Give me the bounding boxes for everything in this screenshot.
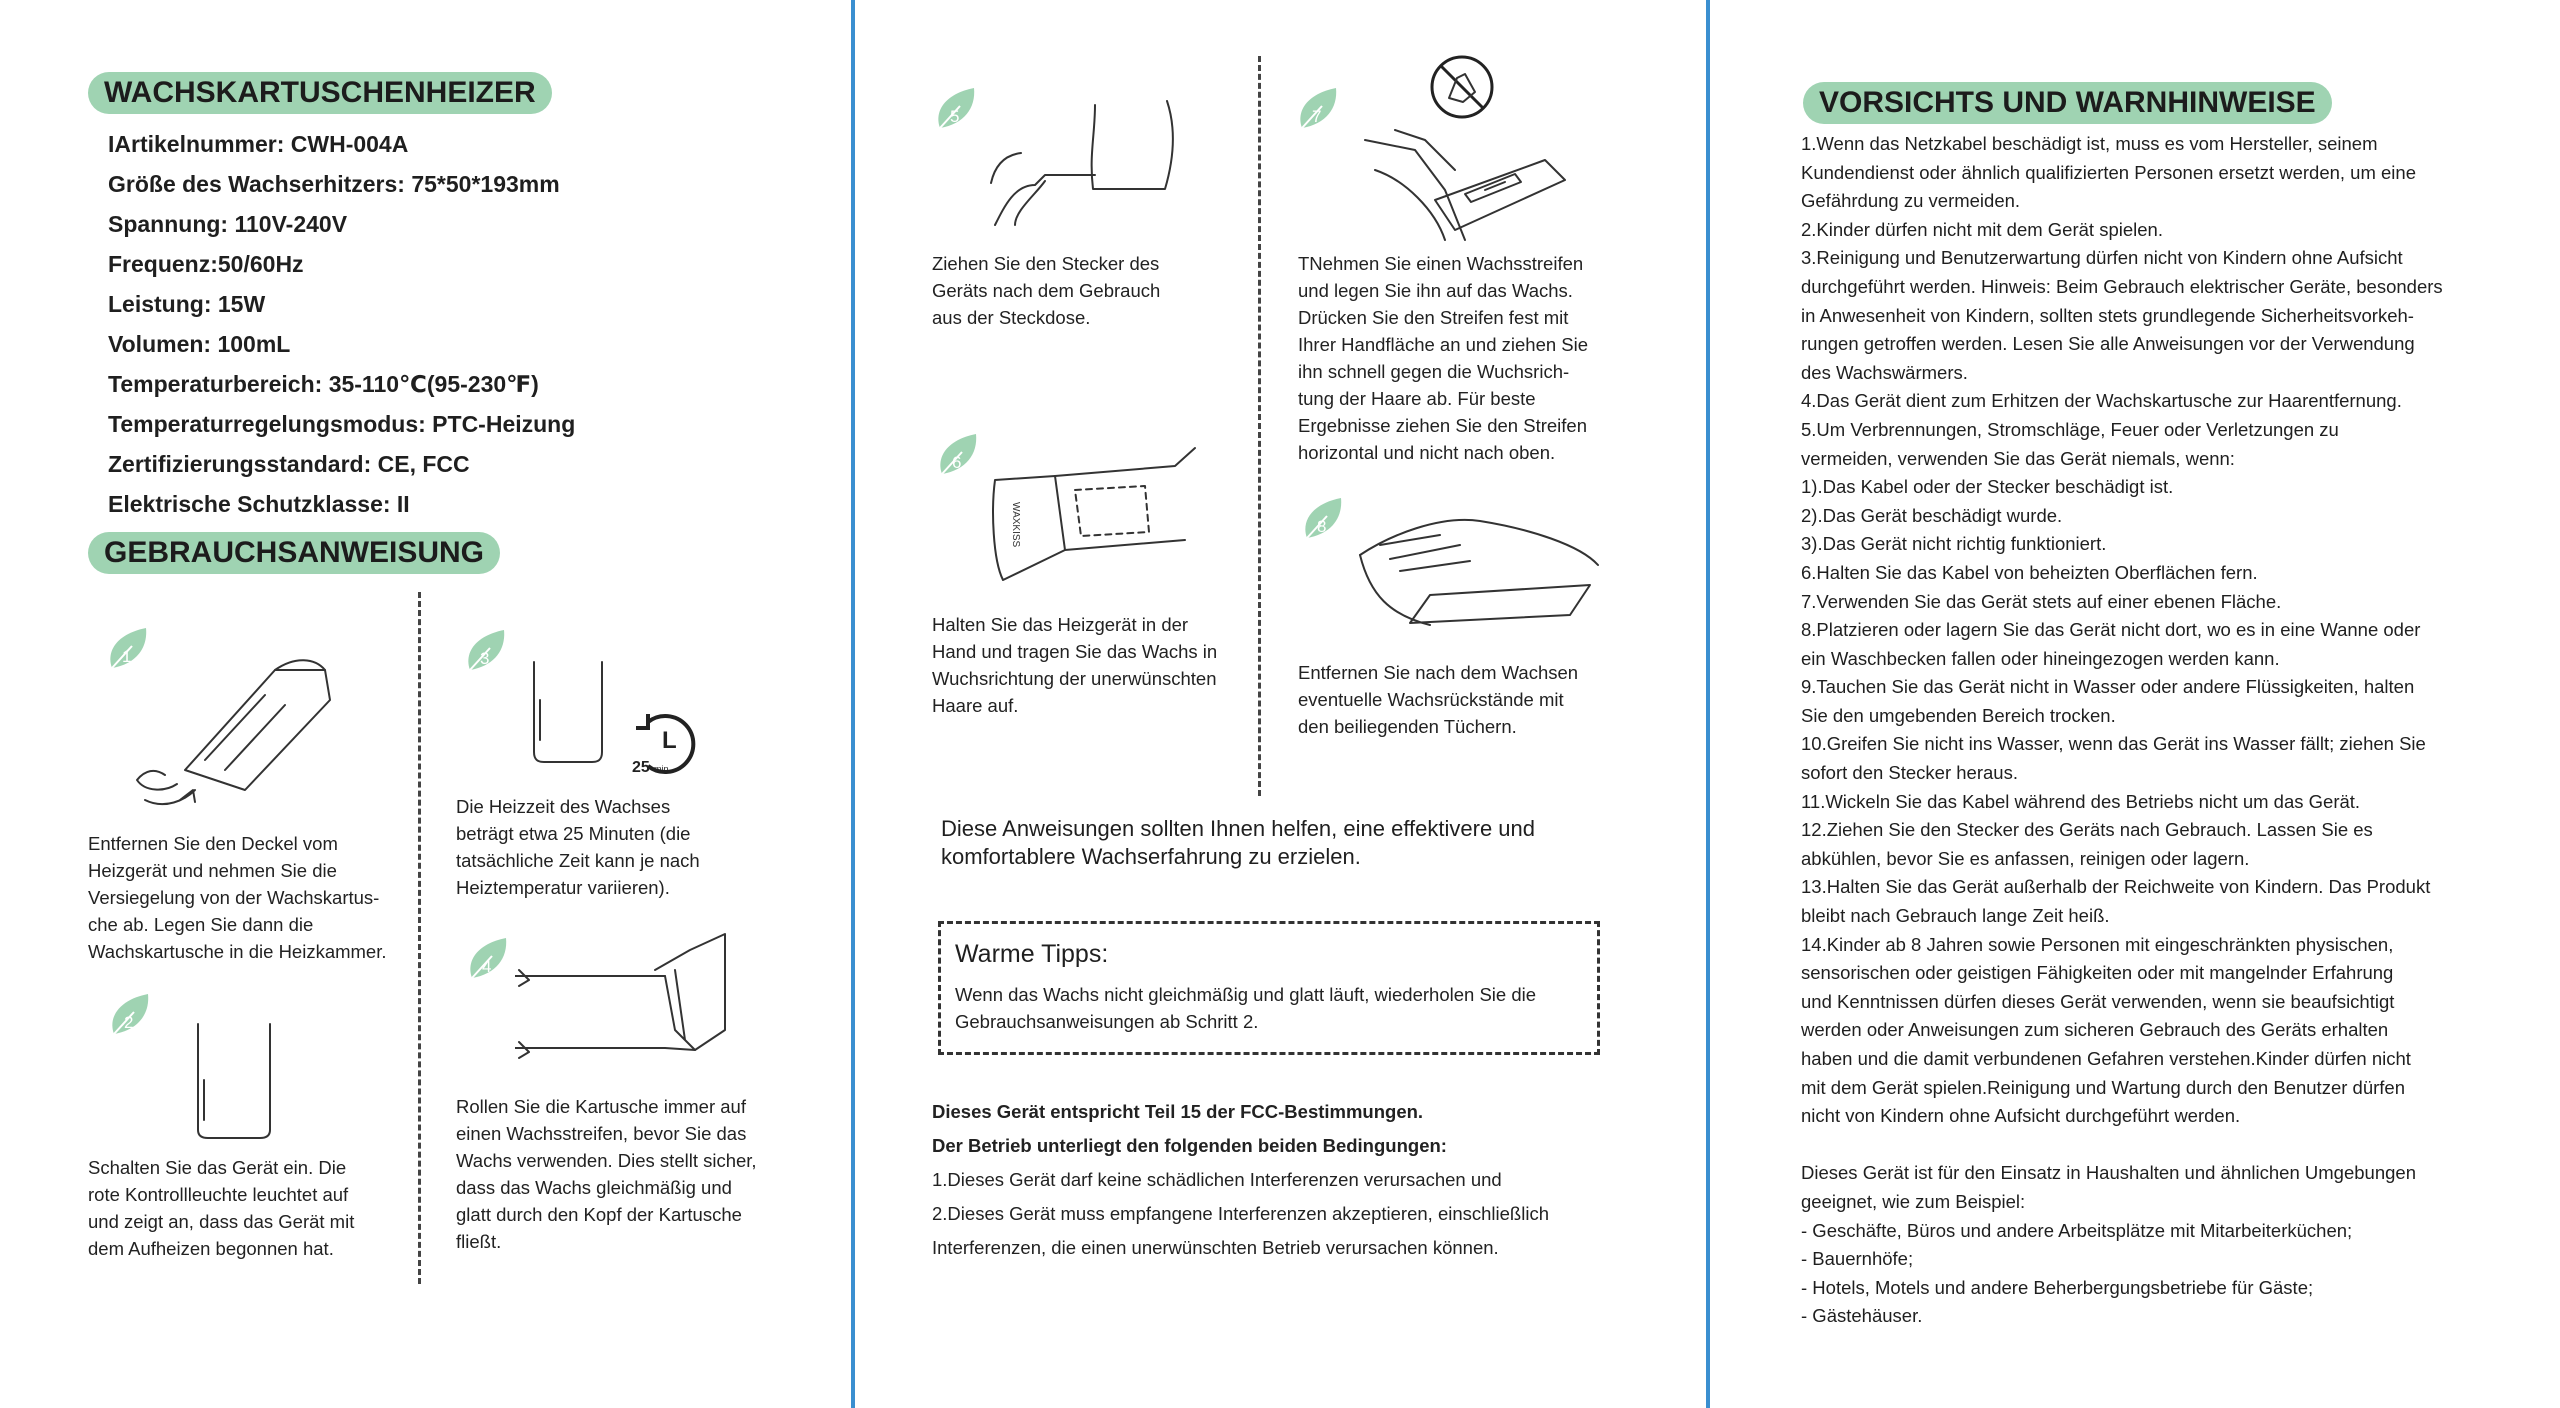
panel-divider-right: [1706, 0, 1710, 1408]
warning-line: [1801, 1131, 2461, 1160]
usage-title: GEBRAUCHSANWEISUNG: [88, 532, 500, 574]
spec-item: Größe des Wachserhitzers: 75*50*193mm: [108, 171, 560, 197]
dashed-divider: [418, 592, 421, 1284]
warning-line: rungen getroffen werden. Lesen Sie alle Anweisungen vor der Verwendung: [1801, 333, 2415, 355]
step-8-leaf-icon: [1297, 492, 1349, 544]
warning-line: werden oder Anweisungen zum sicheren Gebrauch des Geräts erhalten: [1801, 1019, 2389, 1041]
warning-line: vermeiden, verwenden Sie das Gerät niemals, wenn:: [1801, 447, 2235, 469]
warning-line: ein Waschbecken fallen oder hineingezogen werden kann.: [1801, 647, 2280, 669]
spec-item: Spannung: 110V-240V: [108, 211, 348, 237]
warning-line: bleibt nach Gebrauch lange Zeit heiß.: [1801, 905, 2110, 927]
warning-line: 7.Verwenden Sie das Gerät stets auf einer ebenen Fläche.: [1801, 590, 2282, 612]
fcc-line-4: 2.Dieses Gerät muss empfangene Interferenzen akzeptieren, einschließlich: [932, 1203, 1549, 1224]
tips-box: [938, 921, 1600, 1055]
warning-line: Gefährdung zu vermeiden.: [1801, 190, 2021, 212]
warning-line: Dieses Gerät ist für den Einsatz in Haushalten und ähnlichen Umgebungen: [1801, 1162, 2416, 1184]
device-label: WAXKISS: [1010, 502, 1021, 548]
step-number: 6: [952, 453, 962, 472]
warning-line: 10.Greifen Sie nicht ins Wasser, wenn das Gerät ins Wasser fällt; ziehen Sie: [1801, 733, 2426, 755]
step-7-leaf-icon: [1292, 82, 1344, 134]
warning-line: 1.Wenn das Netzkabel beschädigt ist, muss es vom Hersteller, seinem: [1801, 133, 2378, 154]
step-number: 2: [124, 1013, 134, 1032]
spec-item: IArtikelnummer: CWH-004A: [108, 131, 409, 157]
warning-line: geeignet, wie zum Beispiel:: [1801, 1190, 2026, 1212]
warning-line: 8.Platzieren oder lagern Sie das Gerät nicht dort, wo es in eine Wanne oder: [1801, 619, 2421, 641]
step-6-illustration-icon: [985, 440, 1205, 590]
warning-line: - Bauernhöfe;: [1801, 1248, 1914, 1270]
warning-line: 9.Tauchen Sie das Gerät nicht in Wasser oder andere Flüssigkeiten, halten: [1801, 676, 2415, 698]
spec-item: Leistung: 15W: [108, 291, 266, 317]
warning-line: sensorischen oder geistigen Fähigkeiten oder mit mangelnder Erfahrung: [1801, 962, 2394, 984]
step-7-illustration-icon: [1355, 110, 1585, 250]
warning-line: 14.Kinder ab 8 Jahren sowie Personen mit eingeschränkten physischen,: [1801, 933, 2394, 955]
step-3-illustration-icon: [528, 660, 618, 770]
timer-minutes: 25: [632, 759, 650, 776]
step-8-text: Entfernen Sie nach dem Wachsen eventuelle Wachsrückstände mit den beiliegenden Tüchern.: [1298, 662, 1579, 737]
warning-line: 3).Das Gerät nicht richtig funktioniert.: [1801, 533, 2107, 555]
spec-item: Frequenz:50/60Hz: [108, 251, 304, 277]
tips-title: Warme Tipps:: [955, 940, 1109, 968]
product-title: WACHSKARTUSCHENHEIZER: [88, 72, 552, 114]
dashed-divider: [1258, 56, 1261, 796]
step-5-text: Ziehen Sie den Stecker des Geräts nach dem Gebrauch aus der Steckdose.: [932, 253, 1161, 328]
warning-line: - Gästehäuser.: [1801, 1305, 1923, 1327]
tips-text: Wenn das Wachs nicht gleichmäßig und glatt läuft, wiederholen Sie die Gebrauchsanweisungen ab Schritt 2.: [955, 984, 1537, 1032]
warning-line: durchgeführt werden. Hinweis: Beim Gebrauch elektrischer Geräte, besonders: [1801, 275, 2443, 297]
step-2-text: Schalten Sie das Gerät ein. Die rote Kontrollleuchte leuchtet auf und zeigt an, dass das Gerät mit dem Aufheizen begonnen hat.: [88, 1157, 355, 1259]
warning-line: 2).Das Gerät beschädigt wurde.: [1801, 504, 2063, 526]
fcc-line-1: Dieses Gerät entspricht Teil 15 der FCC-Bestimmungen.: [932, 1101, 1424, 1122]
warning-line: - Hotels, Motels und andere Beherbergungsbetriebe für Gäste;: [1801, 1276, 2314, 1298]
warning-line: 6.Halten Sie das Kabel von beheizten Oberflächen fern.: [1801, 561, 2258, 583]
warnings-title: VORSICHTS UND WARNHINWEISE: [1803, 82, 2332, 124]
step-1-illustration-icon: [125, 650, 355, 810]
step-6-leaf-icon: [932, 428, 984, 480]
timer-icon: [628, 708, 708, 780]
warning-line: des Wachswärmers.: [1801, 361, 1968, 383]
step-8-illustration-icon: [1350, 505, 1600, 635]
step-number: 3: [480, 649, 490, 668]
warning-line: - Geschäfte, Büros und andere Arbeitsplätze mit Mitarbeiterküchen;: [1801, 1219, 2353, 1241]
spec-item: Temperaturregelungsmodus: PTC-Heizung: [108, 411, 576, 437]
spec-item: Zertifizierungsstandard: CE, FCC: [108, 451, 470, 477]
warning-line: und Kenntnissen dürfen dieses Gerät verwenden, wenn sie beaufsichtigt: [1801, 990, 2395, 1012]
timer-letter: L: [662, 727, 677, 754]
warning-line: 13.Halten Sie das Gerät außerhalb der Reichweite von Kindern. Das Produkt: [1801, 876, 2431, 898]
step-1-text: Entfernen Sie den Deckel vom Heizgerät und nehmen Sie die Versiegelung von der Wachskartus- che ab. Legen Sie dann die Wachskartusche in die Heizkammer.: [88, 833, 387, 962]
spec-item: Elektrische Schutzklasse: II: [108, 491, 410, 517]
usage-summary: Diese Anweisungen sollten Ihnen helfen, eine effektivere und komfortablere Wachserfahrung zu erzielen.: [941, 816, 1536, 869]
warning-line: 2.Kinder dürfen nicht mit dem Gerät spielen.: [1801, 218, 2163, 240]
panel-divider-left: [851, 0, 855, 1408]
warning-line: 3.Reinigung und Benutzerwartung dürfen nicht von Kindern ohne Aufsicht: [1801, 247, 2403, 269]
warning-line: Sie den umgebenden Bereich trocken.: [1801, 704, 2116, 726]
step-2-leaf-icon: [104, 988, 156, 1040]
step-5-leaf-icon: [930, 82, 982, 134]
spec-item: Temperaturbereich: 35-110℃(95-230℉): [108, 371, 539, 397]
spec-item: Volumen: 100mL: [108, 331, 291, 357]
step-2-illustration-icon: [190, 1020, 280, 1140]
step-number: 8: [1317, 517, 1327, 536]
step-5-illustration-icon: [985, 95, 1185, 235]
step-number: 7: [1312, 107, 1322, 126]
step-6-text: Halten Sie das Heizgerät in der Hand und tragen Sie das Wachs in Wuchsrichtung der unerwünschten Haare auf.: [932, 614, 1218, 716]
warning-line: Kundendienst oder ähnlich qualifizierten Personen ersetzt werden, um eine: [1801, 161, 2416, 183]
fcc-line-5: Interferenzen, die einen unerwünschten Betrieb verursachen können.: [932, 1237, 1499, 1258]
step-4-illustration-icon: [515, 930, 730, 1070]
warning-line: mit dem Gerät spielen.Reinigung und Wartung durch den Benutzer dürfen: [1801, 1076, 2405, 1098]
step-number: 1: [122, 647, 132, 666]
warnings-list: [1801, 130, 2461, 1331]
fcc-line-2: Der Betrieb unterliegt den folgenden beiden Bedingungen:: [932, 1135, 1447, 1156]
warning-line: 1).Das Kabel oder der Stecker beschädigt ist.: [1801, 476, 2174, 498]
warning-line: haben und die damit verbundenen Gefahren verstehen.Kinder dürfen nicht: [1801, 1048, 2411, 1069]
warning-line: 12.Ziehen Sie den Stecker des Geräts nach Gebrauch. Lassen Sie es: [1801, 819, 2373, 841]
timer-unit: min: [654, 764, 669, 774]
warning-line: abkühlen, bevor Sie es anfassen, reinigen oder lagern.: [1801, 847, 2250, 869]
step-3-text: Die Heizzeit des Wachses beträgt etwa 25 Minuten (die tatsächliche Zeit kann je nach Heiztemperatur variieren).: [456, 796, 700, 898]
step-4-text: Rollen Sie die Kartusche immer auf einen Wachsstreifen, bevor Sie das Wachs verwenden. Dies stellt sicher, dass das Wachs gleichmäßig und glatt durch den Kopf der Kartusche fließt.: [456, 1096, 757, 1252]
step-number: 4: [482, 957, 492, 976]
step-number: 5: [950, 107, 960, 126]
step-7-text: TNehmen Sie einen Wachsstreifen und legen Sie ihn auf das Wachs. Drücken Sie den Streifen fest mit Ihrer Handfläche an und ziehen Sie ihn schnell gegen die Wuchsrich- tung der Haare ab. Für beste Ergebnisse ziehen Sie den Streifen horizontal und nicht nach oben.: [1298, 253, 1589, 463]
fcc-line-3: 1.Dieses Gerät darf keine schädlichen Interferenzen verursachen und: [932, 1169, 1502, 1190]
step-3-leaf-icon: [460, 624, 512, 676]
warning-line: in Anwesenheit von Kindern, sollten stets grundlegende Sicherheitsvorkeh-: [1801, 304, 2414, 326]
warning-line: 4.Das Gerät dient zum Erhitzen der Wachskartusche zur Haarentfernung.: [1801, 390, 2402, 412]
warning-line: sofort den Stecker heraus.: [1801, 762, 2018, 784]
warning-line: 5.Um Verbrennungen, Stromschläge, Feuer oder Verletzungen zu: [1801, 418, 2339, 440]
step-4-leaf-icon: [462, 932, 514, 984]
warning-line: nicht von Kindern ohne Aufsicht durchgeführt werden.: [1801, 1105, 2241, 1127]
warning-line: 11.Wickeln Sie das Kabel während des Betriebs nicht um das Gerät.: [1801, 790, 2361, 812]
